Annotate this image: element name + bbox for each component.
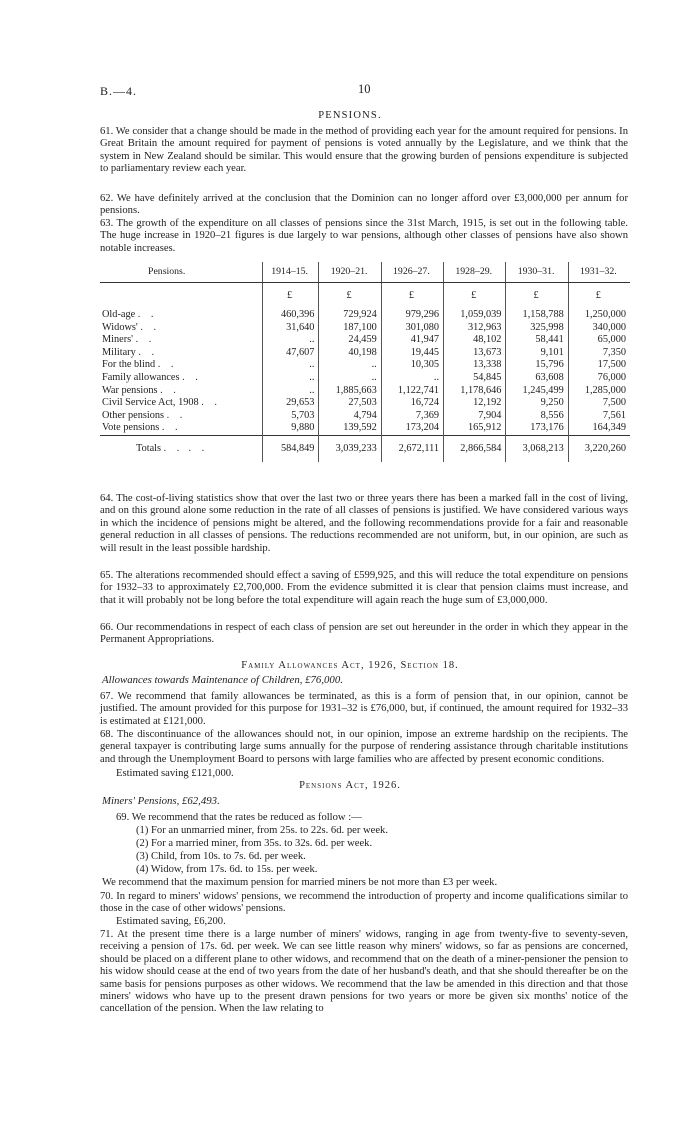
row-label: Civil Service Act, 1908 . . <box>102 397 221 409</box>
cell-value: 9,101 <box>506 347 568 360</box>
cell-value: 40,198 <box>319 347 381 360</box>
row-label: Family allowances . . <box>102 371 202 383</box>
section-title: PENSIONS. <box>318 110 382 121</box>
table-row <box>100 372 630 385</box>
family-allowances-heading: Family Allowances Act, 1926, Section 18. <box>241 660 459 671</box>
maximum-pension-line: We recommend that the maximum pension for married miners be not more than £3 per week. <box>102 877 498 888</box>
leader-dots: . . <box>137 309 158 320</box>
column-header-year: 1920–21. <box>319 262 381 283</box>
column-header-year: 1930–31. <box>506 262 568 283</box>
paragraph-67: 67. We recommend that family allowances be terminated, as this is a form of pension that, in our opinion, cannot be justified. The amount provided for this purpose for 1931–32 is £76,000, but, if continued, the amount required for 1932–33 is estimated at £121,000. <box>100 691 628 727</box>
paragraph-61: 61. We consider that a change should be made in the method of providing each year for the amount required for pensions. In Great Britain the amount required for payment of pensions is voted annually by the Legislature, and we think that the system in New Zealand should be similar. This would ensure that the growing burden of pensions expenditure is subjected to parliamentary review each year. <box>100 126 628 175</box>
cell-value: 325,998 <box>506 322 568 335</box>
total-value: 3,068,213 <box>506 435 568 462</box>
table-row <box>100 322 630 335</box>
cell-value: .. <box>262 359 319 372</box>
table-row <box>100 309 630 322</box>
cell-value: 65,000 <box>568 334 630 347</box>
cell-value: 7,350 <box>568 347 630 360</box>
cell-value: 12,192 <box>444 397 506 410</box>
cell-value: 979,296 <box>381 309 443 322</box>
cell-value: 312,963 <box>444 322 506 335</box>
paragraph-70: 70. In regard to miners' widows' pensions, we recommend the introduction of property and income qualifications similar to those in the case of other widows' pensions. <box>100 891 628 915</box>
cell-value: 16,724 <box>381 397 443 410</box>
cell-value: 5,703 <box>262 410 319 423</box>
paragraph-71: 71. At the present time there is a large number of miners' widows, ranging in age from twenty-five to seventy-seven, receiving a pension of 17s. 6d. per week. We can see little reason why miners' widows, so far as pensions are concerned, should be placed on a different plane to other widows, and recommend that on the death of a miner-pensioner the pension to his widow should cease at the end of two years from the date of her husband's death, and that she should thereafter be on the same basis for pensions purposes as other widows. We recommend that the law be amended in this direction and that those miners' widows who have up to the present drawn pensions for two years or more be given six months' notice of the cancellation of the pension. When the law relating to <box>100 929 628 1015</box>
cell-value: 7,561 <box>568 410 630 423</box>
cell-value: 173,176 <box>506 422 568 435</box>
total-value: 2,672,111 <box>381 435 443 462</box>
table-header-row <box>100 262 630 283</box>
row-label: For the blind . . <box>102 359 178 371</box>
table-row <box>100 385 630 398</box>
cell-value: 7,500 <box>568 397 630 410</box>
table-body <box>100 309 630 435</box>
leader-dots: . . <box>135 334 156 346</box>
cell-value: 27,503 <box>319 397 381 410</box>
rate-item: (3) Child, from 10s. to 7s. 6d. per week. <box>136 851 306 862</box>
currency-symbol: £ <box>568 283 630 310</box>
cell-value: 460,396 <box>262 309 319 322</box>
total-value: 3,039,233 <box>319 435 381 462</box>
paragraph-69: 69. We recommend that the rates be reduced as follow :— <box>116 812 362 823</box>
cell-value: 76,000 <box>568 372 630 385</box>
leader-dots: . . <box>138 346 159 358</box>
cell-value: 7,369 <box>381 410 443 423</box>
leader-dots: . . <box>160 384 180 396</box>
column-header-year: 1926–27. <box>381 262 443 283</box>
paragraph-68: 68. The discontinuance of the allowances should not, in our opinion, impose an extreme hardship on the recipients. The general taxpayer is contributing large sums annually for the purpose of rendering assistance through charitable institutions and through the Unemployment Board to persons with large families who are affected by present economic conditions. <box>100 729 628 765</box>
cell-value: 54,845 <box>444 372 506 385</box>
paragraph-65: 65. The alterations recommended should effect a saving of £599,925, and this will reduce the total expenditure on pensions for 1932–33 to approximately £2,700,000. From the evidence submitted it is clear that pension claims must increase, and that it will probably not be long before the total expenditure will again reach the huge sum of £3,000,000. <box>100 570 628 606</box>
cell-value: .. <box>319 372 381 385</box>
row-label: Widows' . . <box>102 321 161 333</box>
cell-value: 13,338 <box>444 359 506 372</box>
leader-dots: . . <box>157 359 178 371</box>
cell-value: 1,245,499 <box>506 385 568 398</box>
currency-symbol: £ <box>381 283 443 310</box>
cell-value: 8,556 <box>506 410 568 423</box>
total-value: 2,866,584 <box>444 435 506 462</box>
total-value: 584,849 <box>262 435 319 462</box>
cell-value: 7,904 <box>444 410 506 423</box>
cell-value: 173,204 <box>381 422 443 435</box>
total-value: 3,220,260 <box>568 435 630 462</box>
cell-value: 340,000 <box>568 322 630 335</box>
cell-value: 4,794 <box>319 410 381 423</box>
cell-value: 48,102 <box>444 334 506 347</box>
cell-value: .. <box>262 334 319 347</box>
cell-value: 24,459 <box>319 334 381 347</box>
pensions-act-heading: Pensions Act, 1926. <box>299 780 401 791</box>
page-number: 10 <box>358 82 371 96</box>
paragraph-64: 64. The cost-of-living statistics show that over the last two or three years there has been a marked fall in the cost of living, and on this ground alone some reduction in the rate of all classes of pensions is justified. We have considered various ways in which the incidence of pensions might be altered, and the following recommendations provide for a fair and reasonable general reduction in all classes of pensions. The reductions recommended are not uniform, but, in our opinion, are such as will result in the least possible hardship. <box>100 493 628 554</box>
currency-symbol: £ <box>319 283 381 310</box>
table-row <box>100 334 630 347</box>
table-row <box>100 410 630 423</box>
paragraph-62: 62. We have definitely arrived at the conclusion that the Dominion can no longer afford over £3,000,000 per annum for pensions. <box>100 193 628 217</box>
cell-value: 1,158,788 <box>506 309 568 322</box>
totals-label: Totals . . . . <box>100 435 262 462</box>
paragraph-66: 66. Our recommendations in respect of each class of pension are set out hereunder in the order in which they appear in the Permanent Appropriations. <box>100 622 628 646</box>
cell-value: 17,500 <box>568 359 630 372</box>
cell-value: 19,445 <box>381 347 443 360</box>
cell-value: .. <box>319 359 381 372</box>
cell-value: 13,673 <box>444 347 506 360</box>
cell-value: .. <box>381 372 443 385</box>
table-row <box>100 397 630 410</box>
currency-symbol: £ <box>444 283 506 310</box>
cell-value: 1,885,663 <box>319 385 381 398</box>
cell-value: 1,122,741 <box>381 385 443 398</box>
miners-pensions-subheading: Miners' Pensions, £62,493. <box>102 795 220 807</box>
column-header-year: 1928–29. <box>444 262 506 283</box>
cell-value: 139,592 <box>319 422 381 435</box>
cell-value: 164,349 <box>568 422 630 435</box>
cell-value: 47,607 <box>262 347 319 360</box>
document-reference: B.—4. <box>100 84 138 98</box>
cell-value: 10,305 <box>381 359 443 372</box>
leader-dots: . . <box>166 409 187 421</box>
row-label: Miners' . . <box>102 334 156 346</box>
cell-value: .. <box>262 372 319 385</box>
currency-symbol: £ <box>506 283 568 310</box>
rate-item: (1) For an unmarried miner, from 25s. to 22s. 6d. per week. <box>136 825 388 836</box>
table-row <box>100 422 630 435</box>
cell-value: 1,178,646 <box>444 385 506 398</box>
column-header-year: 1931–32. <box>568 262 630 283</box>
rate-item: (4) Widow, from 17s. 6d. to 15s. per week. <box>136 864 318 875</box>
row-label: War pensions . . <box>102 384 180 396</box>
leader-dots: . . <box>201 397 221 409</box>
row-label: Vote pensions . . <box>102 422 182 434</box>
cell-value: 187,100 <box>319 322 381 335</box>
cell-value: .. <box>262 385 319 398</box>
cell-value: 729,924 <box>319 309 381 322</box>
family-estimated-saving: Estimated saving £121,000. <box>116 768 234 779</box>
row-label: Old-age . . <box>102 309 158 320</box>
cell-value: 31,640 <box>262 322 319 335</box>
cell-value: 165,912 <box>444 422 506 435</box>
totals-row <box>100 435 630 462</box>
family-allowances-subheading: Allowances towards Maintenance of Children, £76,000. <box>102 674 343 686</box>
rate-item: (2) For a married miner, from 35s. to 32s. 6d. per week. <box>136 838 373 849</box>
table-row <box>100 347 630 360</box>
cell-value: 15,796 <box>506 359 568 372</box>
cell-value: 301,080 <box>381 322 443 335</box>
cell-value: 9,250 <box>506 397 568 410</box>
cell-value: 29,653 <box>262 397 319 410</box>
cell-value: 1,285,000 <box>568 385 630 398</box>
currency-symbol: £ <box>262 283 319 310</box>
leader-dots: . . <box>182 371 202 383</box>
pensions-table <box>100 262 630 462</box>
column-header-year: 1914–15. <box>262 262 319 283</box>
cell-value: 1,250,000 <box>568 309 630 322</box>
leader-dots: . . <box>140 321 161 333</box>
cell-value: 41,947 <box>381 334 443 347</box>
cell-value: 63,608 <box>506 372 568 385</box>
column-header-pensions: Pensions. <box>100 262 262 283</box>
cell-value: 1,059,039 <box>444 309 506 322</box>
miners-estimated-saving: Estimated saving, £6,200. <box>116 916 226 927</box>
currency-row <box>100 283 630 310</box>
row-label: Other pensions . . <box>102 409 187 421</box>
cell-value: 58,441 <box>506 334 568 347</box>
table-row <box>100 359 630 372</box>
cell-value: 9,880 <box>262 422 319 435</box>
row-label: Military . . <box>102 346 159 358</box>
paragraph-63: 63. The growth of the expenditure on all classes of pensions since the 31st March, 1915, is set out in the following table. The huge increase in 1920–21 figures is due largely to war pensions, although other classes of pensions have also shown notable increases. <box>100 218 628 254</box>
leader-dots: . . <box>161 422 182 434</box>
